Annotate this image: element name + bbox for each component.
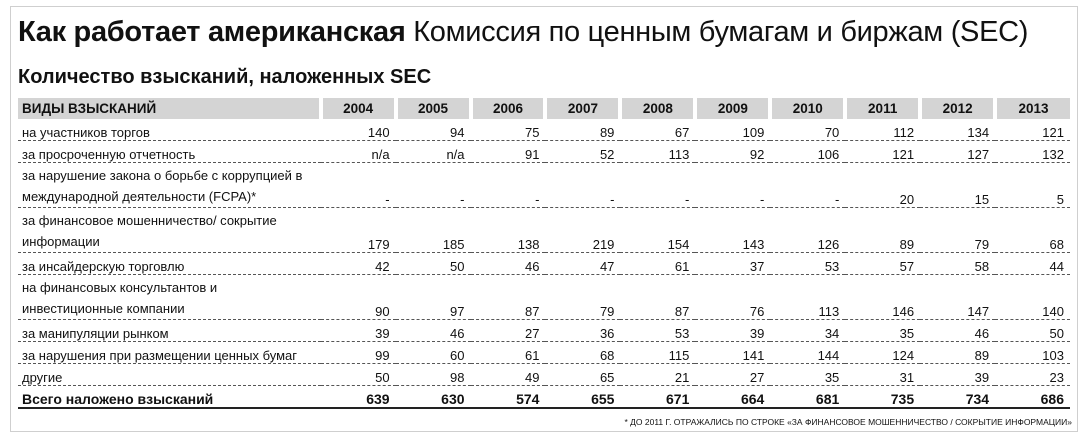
row-value: 99 (321, 342, 396, 364)
row-value: 20 (845, 163, 920, 208)
column-header-year: 2004 (321, 98, 396, 119)
row-value: 140 (995, 275, 1070, 320)
row-value: - (396, 163, 471, 208)
row-value: n/a (321, 141, 396, 163)
row-value: 89 (545, 119, 620, 141)
table-row (18, 119, 1070, 141)
row-value: 671 (620, 386, 695, 409)
page-title (18, 14, 1028, 50)
row-value: 630 (396, 386, 471, 409)
row-value: 60 (396, 342, 471, 364)
row-value: 35 (770, 364, 845, 386)
row-value: 31 (845, 364, 920, 386)
table-header-row (18, 98, 1070, 119)
column-header-year: 2009 (695, 98, 770, 119)
row-value: - (545, 163, 620, 208)
row-value: 574 (471, 386, 546, 409)
row-value: 37 (695, 253, 770, 275)
row-label: за нарушение закона о борьбе с коррупцией в международной деятельности (FCPA)* (18, 163, 321, 208)
row-label: за финансовое мошенничество/ сокрытие информации (18, 208, 321, 253)
row-value: 141 (695, 342, 770, 364)
row-value: 50 (321, 364, 396, 386)
row-value: - (321, 163, 396, 208)
table-row (18, 364, 1070, 386)
table-row (18, 320, 1070, 342)
table-row (18, 163, 1070, 208)
row-value: 58 (920, 253, 995, 275)
row-value: 664 (695, 386, 770, 409)
row-value: 681 (770, 386, 845, 409)
title-rest: Комиссия по ценным бумагам и биржам (SEC) (413, 16, 1029, 48)
row-value: 39 (695, 320, 770, 342)
row-value: 15 (920, 163, 995, 208)
row-value: 68 (995, 208, 1070, 253)
row-value: 87 (620, 275, 695, 320)
row-value: 53 (620, 320, 695, 342)
row-value: 52 (545, 141, 620, 163)
row-value: 113 (620, 141, 695, 163)
row-value: 219 (545, 208, 620, 253)
row-value: 179 (321, 208, 396, 253)
row-value: 50 (995, 320, 1070, 342)
row-value: 147 (920, 275, 995, 320)
row-value: 5 (995, 163, 1070, 208)
row-value: 46 (920, 320, 995, 342)
row-value: 65 (545, 364, 620, 386)
row-value: 35 (845, 320, 920, 342)
table-row (18, 342, 1070, 364)
column-header-year: 2011 (845, 98, 920, 119)
row-value: 42 (321, 253, 396, 275)
row-value: 144 (770, 342, 845, 364)
row-value: 79 (545, 275, 620, 320)
row-value: 27 (695, 364, 770, 386)
row-value: 39 (920, 364, 995, 386)
row-value: 686 (995, 386, 1070, 409)
row-value: 94 (396, 119, 471, 141)
row-value: 39 (321, 320, 396, 342)
row-value: 121 (995, 119, 1070, 141)
row-value: 735 (845, 386, 920, 409)
row-value: 90 (321, 275, 396, 320)
row-value: 185 (396, 208, 471, 253)
row-value: 61 (620, 253, 695, 275)
row-value: 134 (920, 119, 995, 141)
table-total-row (18, 386, 1070, 409)
row-value: 89 (845, 208, 920, 253)
row-value: 75 (471, 119, 546, 141)
row-value: 113 (770, 275, 845, 320)
column-header-type: ВИДЫ ВЗЫСКАНИЙ (18, 98, 321, 119)
row-value: 36 (545, 320, 620, 342)
column-header-year: 2010 (770, 98, 845, 119)
column-header-year: 2008 (620, 98, 695, 119)
table-subtitle: Количество взысканий, наложенных SEC (18, 66, 432, 88)
column-header-year: 2007 (545, 98, 620, 119)
column-header-year: 2013 (995, 98, 1070, 119)
row-value: 127 (920, 141, 995, 163)
row-value: 92 (695, 141, 770, 163)
row-value: - (620, 163, 695, 208)
row-value: 47 (545, 253, 620, 275)
row-value: 140 (321, 119, 396, 141)
row-value: 639 (321, 386, 396, 409)
row-value: 21 (620, 364, 695, 386)
row-label: за просроченную отчетность (18, 141, 321, 163)
row-value: 70 (770, 119, 845, 141)
title-bold: Как работает американская (18, 16, 406, 48)
row-value: 61 (471, 342, 546, 364)
row-label: за инсайдерскую торговлю (18, 253, 321, 275)
row-value: 126 (770, 208, 845, 253)
row-value: 146 (845, 275, 920, 320)
footnote: * ДО 2011 Г. ОТРАЖАЛИСЬ ПО СТРОКЕ «ЗА ФИНАНСОВОЕ МОШЕННИЧЕСТВО / СОКРЫТИЕ ИНФОРМАЦИИ» (624, 417, 1072, 427)
row-value: 34 (770, 320, 845, 342)
column-header-year: 2005 (396, 98, 471, 119)
sanctions-table (18, 98, 1070, 409)
row-value: 46 (471, 253, 546, 275)
row-value: 49 (471, 364, 546, 386)
row-value: 44 (995, 253, 1070, 275)
row-value: n/a (396, 141, 471, 163)
row-value: 67 (620, 119, 695, 141)
row-value: 27 (471, 320, 546, 342)
row-value: 76 (695, 275, 770, 320)
row-value: 154 (620, 208, 695, 253)
row-label: другие (18, 364, 321, 386)
row-label: за нарушения при размещении ценных бумаг (18, 342, 321, 364)
table-row (18, 275, 1070, 320)
row-value: 89 (920, 342, 995, 364)
row-value: 121 (845, 141, 920, 163)
row-value: 57 (845, 253, 920, 275)
table-row (18, 208, 1070, 253)
column-header-year: 2006 (471, 98, 546, 119)
row-value: 97 (396, 275, 471, 320)
row-value: 98 (396, 364, 471, 386)
row-value: 143 (695, 208, 770, 253)
row-value: 655 (545, 386, 620, 409)
row-value: 138 (471, 208, 546, 253)
table-row (18, 253, 1070, 275)
row-value: - (471, 163, 546, 208)
row-value: 23 (995, 364, 1070, 386)
row-value: 53 (770, 253, 845, 275)
row-value: - (770, 163, 845, 208)
row-value: 46 (396, 320, 471, 342)
row-label: на участников торгов (18, 119, 321, 141)
row-value: 87 (471, 275, 546, 320)
row-value: 132 (995, 141, 1070, 163)
row-label: на финансовых консультантов и инвестиционные компании (18, 275, 321, 320)
row-value: 68 (545, 342, 620, 364)
row-value: - (695, 163, 770, 208)
row-label: за манипуляции рынком (18, 320, 321, 342)
row-value: 734 (920, 386, 995, 409)
row-value: 50 (396, 253, 471, 275)
row-value: 91 (471, 141, 546, 163)
row-value: 103 (995, 342, 1070, 364)
row-label: Всего наложено взысканий (18, 386, 321, 409)
row-value: 115 (620, 342, 695, 364)
row-value: 109 (695, 119, 770, 141)
row-value: 112 (845, 119, 920, 141)
column-header-year: 2012 (920, 98, 995, 119)
row-value: 106 (770, 141, 845, 163)
row-value: 79 (920, 208, 995, 253)
row-value: 124 (845, 342, 920, 364)
table-row (18, 141, 1070, 163)
